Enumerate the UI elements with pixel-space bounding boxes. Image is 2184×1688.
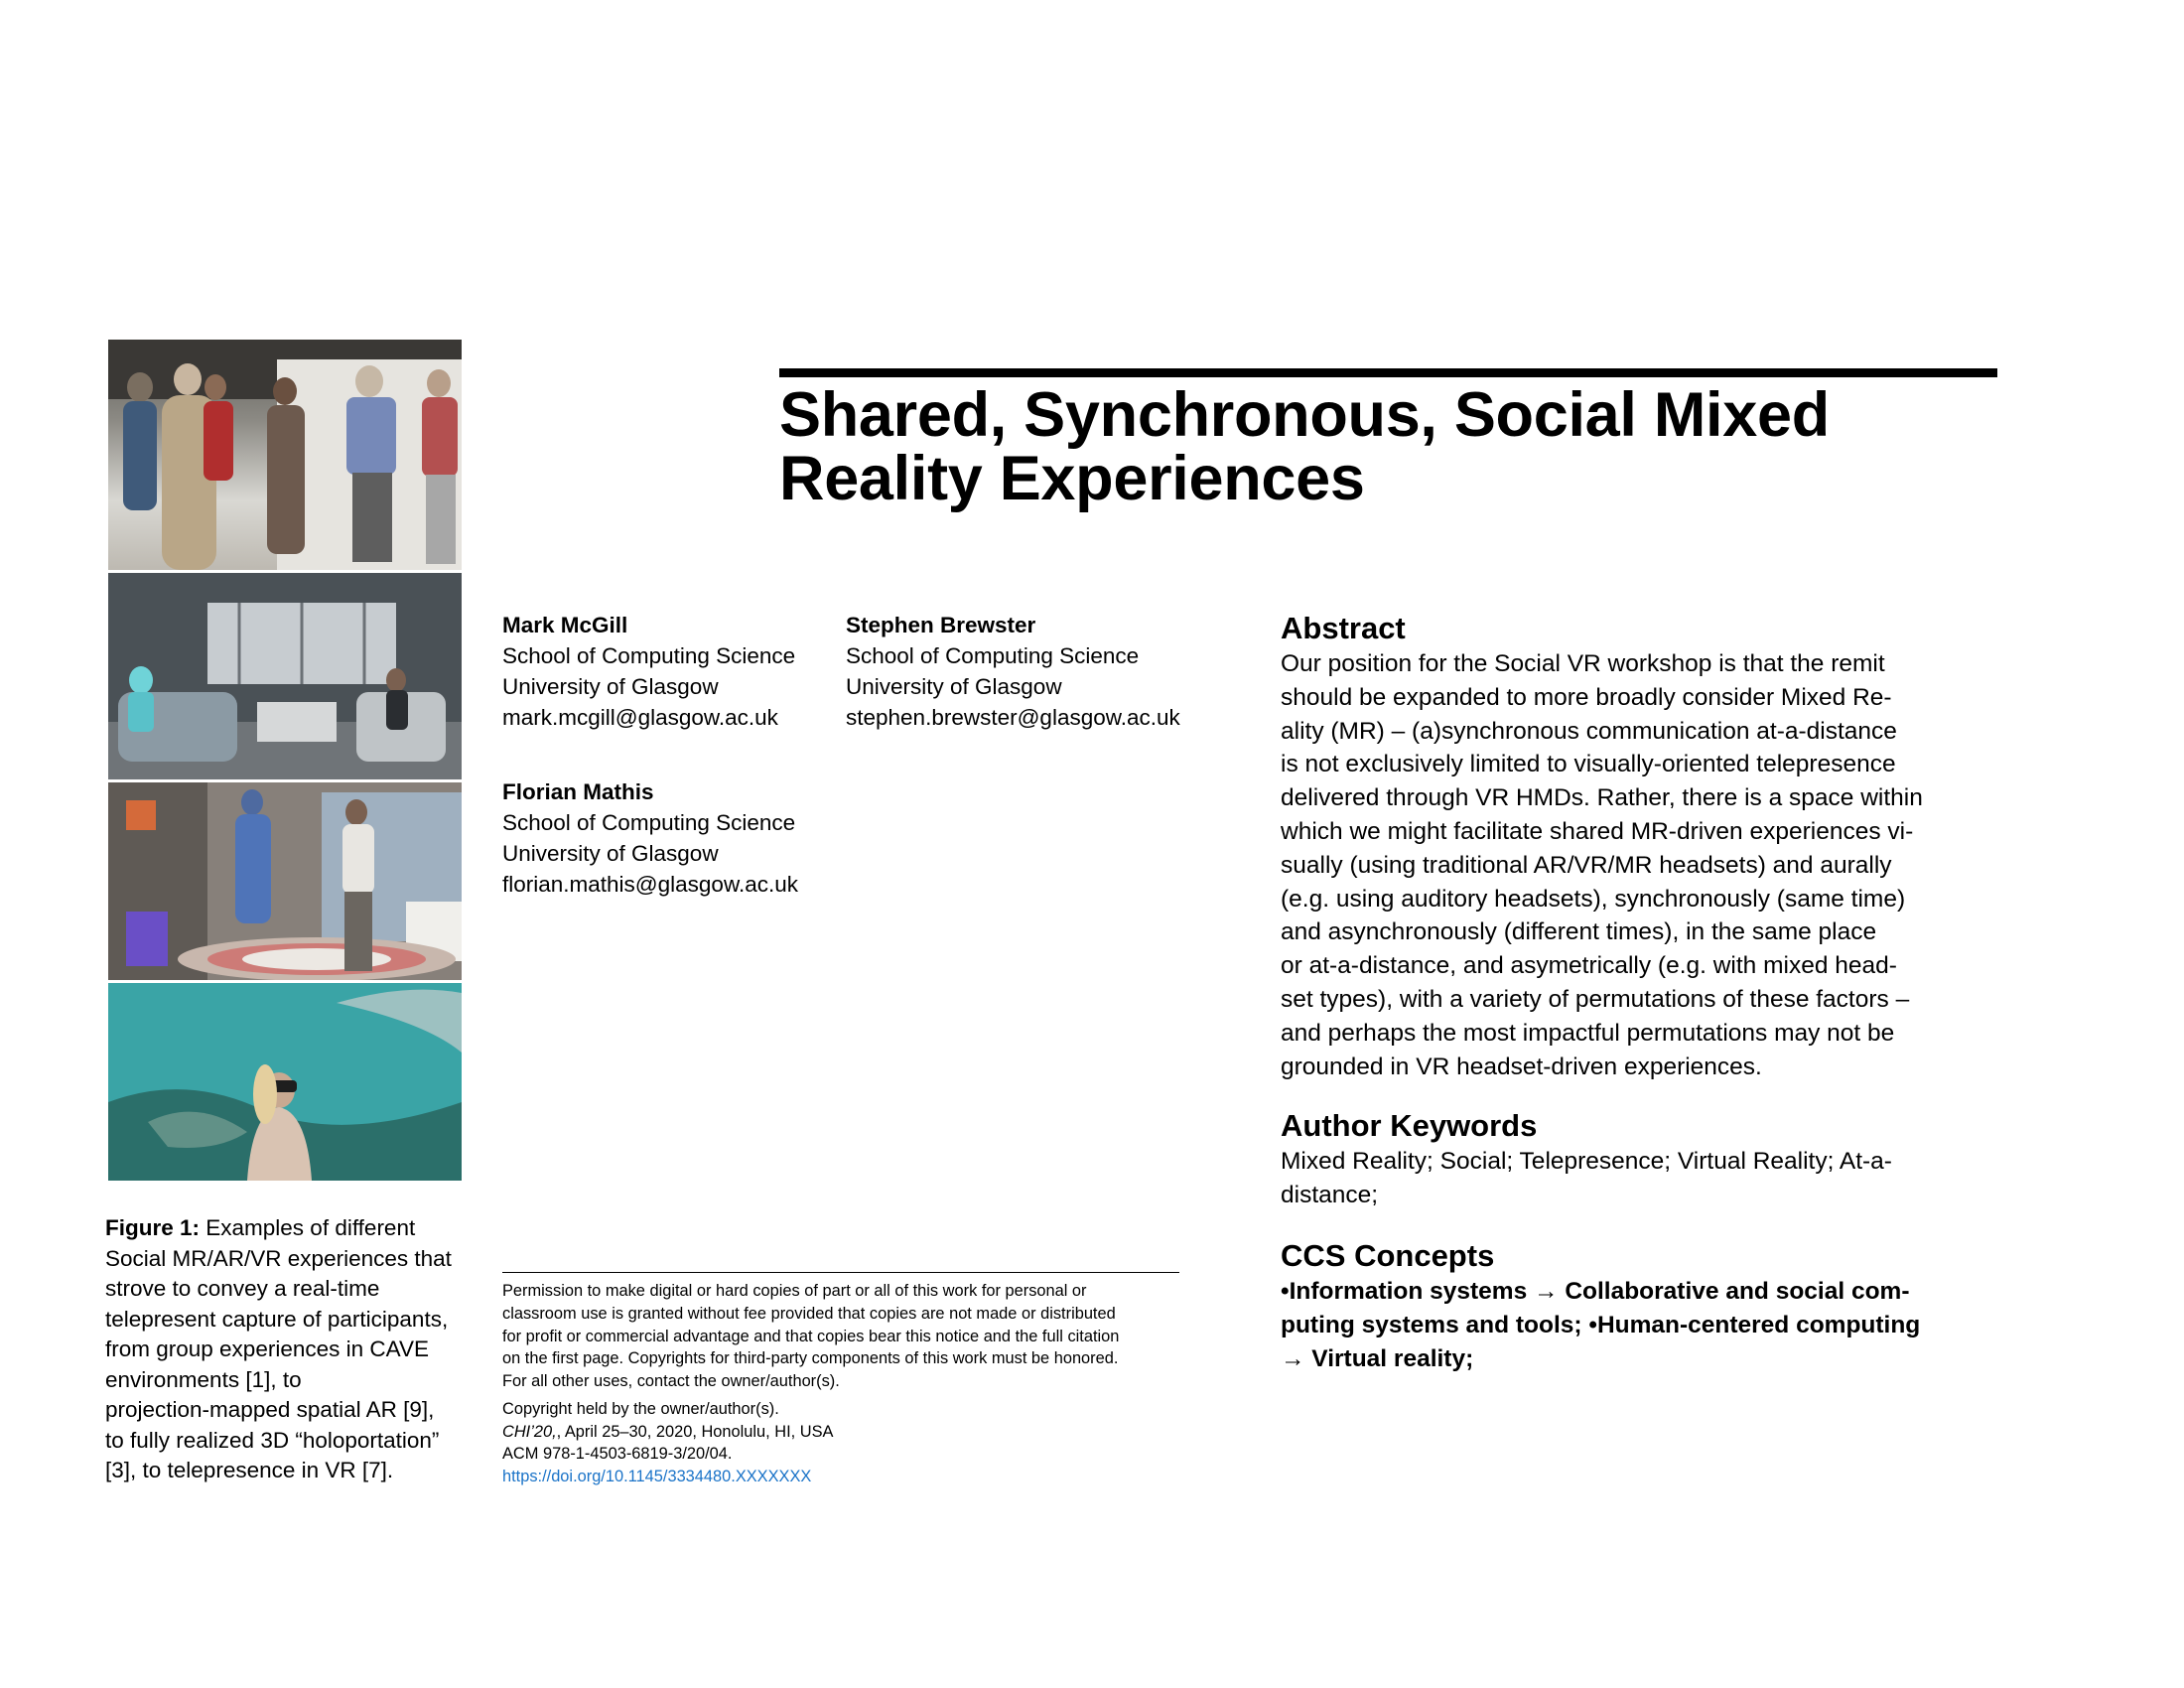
- permission-line: for profit or commercial advantage and that copies bear this notice and the full citation: [502, 1327, 1120, 1345]
- projection-room-illustration: [108, 573, 462, 779]
- permission-line: classroom use is granted without fee provided that copies are not made or distributed: [502, 1304, 1116, 1323]
- permission-line: For all other uses, contact the owner/author(s).: [502, 1372, 840, 1391]
- ccs-concept: Collaborative and social com-: [1558, 1278, 1910, 1305]
- figure-image-holoportation: [108, 782, 462, 980]
- keywords-heading: Author Keywords: [1281, 1108, 1538, 1143]
- abstract-heading: Abstract: [1281, 611, 1406, 645]
- abstract-line: set types), with a variety of permutations of these factors –: [1281, 985, 1910, 1013]
- venue-name: CHI’20,: [502, 1422, 557, 1441]
- author-block: [502, 776, 840, 900]
- vr-underwater-illustration: [108, 983, 462, 1181]
- copyright-held-by: Copyright held by the owner/author(s).: [502, 1400, 779, 1418]
- ccs-line: [1281, 1275, 1976, 1309]
- abstract-line: is not exclusively limited to visually-oriented telepresence: [1281, 751, 1896, 778]
- paper-title-line-2: Reality Experiences: [779, 444, 1365, 513]
- figure-caption-line: environments [1], to: [105, 1366, 302, 1392]
- figure-caption-line: Examples of different: [200, 1215, 416, 1240]
- author-department: School of Computing Science: [846, 643, 1140, 668]
- figure-caption-line: [3], to telepresence in VR [7].: [105, 1458, 394, 1482]
- cave-scene-illustration: [108, 340, 462, 570]
- venue-details: , April 25–30, 2020, Honolulu, HI, USA: [556, 1422, 834, 1441]
- abstract-line: ality (MR) – (a)synchronous communication at-a-distance: [1281, 717, 1897, 745]
- ccs-concept: Virtual reality;: [1304, 1344, 1474, 1372]
- venue-line: [502, 1421, 1187, 1444]
- author-university: University of Glasgow: [502, 674, 719, 699]
- permission-notice: [502, 1280, 1187, 1393]
- figure-1-images: [108, 340, 462, 1184]
- abstract-line: (e.g. using auditory headsets), synchronously (same time): [1281, 885, 1906, 913]
- figure-caption-line: strove to convey a real-time: [105, 1276, 380, 1301]
- figure-caption-label: Figure 1:: [105, 1215, 201, 1240]
- ccs-heading: CCS Concepts: [1281, 1238, 1495, 1273]
- title-rule: [779, 368, 1997, 377]
- arrow-right-icon: →: [1281, 1344, 1305, 1372]
- abstract-line: sually (using traditional AR/VR/MR headsets) and aurally: [1281, 851, 1892, 879]
- keywords-line: distance;: [1281, 1181, 1379, 1208]
- copyright-info: [502, 1398, 1187, 1487]
- keywords-body: [1281, 1145, 1976, 1212]
- author-name: Stephen Brewster: [846, 613, 1036, 637]
- author-department: School of Computing Science: [502, 643, 796, 668]
- author-name: Florian Mathis: [502, 779, 654, 804]
- author-email[interactable]: mark.mcgill@glasgow.ac.uk: [502, 705, 778, 730]
- abstract-line: and asynchronously (different times), in the same place: [1281, 918, 1877, 946]
- keywords-line: Mixed Reality; Social; Telepresence; Virtual Reality; At-a-: [1281, 1148, 1892, 1175]
- figure-caption-line: from group experiences in CAVE: [105, 1336, 429, 1361]
- holoportation-illustration: [108, 782, 462, 980]
- doi-link[interactable]: https://doi.org/10.1145/3334480.XXXXXXX: [502, 1467, 812, 1485]
- figure-image-cave: [108, 340, 462, 570]
- figure-caption-line: to fully realized 3D “holoportation”: [105, 1427, 440, 1453]
- figure-image-vr-telepresence: [108, 983, 462, 1181]
- figure-caption-line: Social MR/AR/VR experiences that: [105, 1245, 452, 1271]
- figure-caption: [105, 1213, 467, 1486]
- author-university: University of Glasgow: [502, 841, 719, 866]
- arrow-right-icon: →: [1534, 1278, 1559, 1305]
- abstract-line: or at-a-distance, and asymetrically (e.g. with mixed head-: [1281, 952, 1897, 980]
- ccs-concept: •Information systems: [1281, 1278, 1535, 1305]
- abstract-line: grounded in VR headset-driven experiences.: [1281, 1053, 1762, 1080]
- ccs-line: [1281, 1342, 1976, 1376]
- permission-line: Permission to make digital or hard copies of part or all of this work for personal or: [502, 1282, 1087, 1300]
- abstract-body: [1281, 647, 1976, 1083]
- author-block: [502, 610, 840, 733]
- author-department: School of Computing Science: [502, 810, 796, 835]
- abstract-line: which we might facilitate shared MR-driven experiences vi-: [1281, 817, 1914, 845]
- figure-caption-line: telepresent capture of participants,: [105, 1306, 449, 1332]
- paper-title-line-1: Shared, Synchronous, Social Mixed: [779, 380, 1830, 450]
- figure-image-projection-room: [108, 573, 462, 779]
- author-university: University of Glasgow: [846, 674, 1062, 699]
- abstract-line: should be expanded to more broadly consider Mixed Re-: [1281, 683, 1892, 711]
- permission-line: on the first page. Copyrights for third-party components of this work must be honored.: [502, 1349, 1119, 1368]
- ccs-line: puting systems and tools; •Human-centered computing: [1281, 1311, 1921, 1338]
- abstract-line: delivered through VR HMDs. Rather, there is a space within: [1281, 784, 1923, 812]
- author-name: Mark McGill: [502, 613, 628, 637]
- ccs-body: [1281, 1275, 1976, 1375]
- abstract-line: and perhaps the most impactful permutations may not be: [1281, 1019, 1895, 1047]
- copyright-divider: [502, 1272, 1179, 1273]
- paper-title: [779, 380, 2000, 513]
- figure-caption-line: projection-mapped spatial AR [9],: [105, 1397, 435, 1422]
- author-block: [846, 610, 1203, 733]
- author-email[interactable]: florian.mathis@glasgow.ac.uk: [502, 872, 798, 897]
- acm-isbn: ACM 978-1-4503-6819-3/20/04.: [502, 1445, 733, 1463]
- abstract-line: Our position for the Social VR workshop is that the remit: [1281, 650, 1885, 677]
- author-email[interactable]: stephen.brewster@glasgow.ac.uk: [846, 705, 1180, 730]
